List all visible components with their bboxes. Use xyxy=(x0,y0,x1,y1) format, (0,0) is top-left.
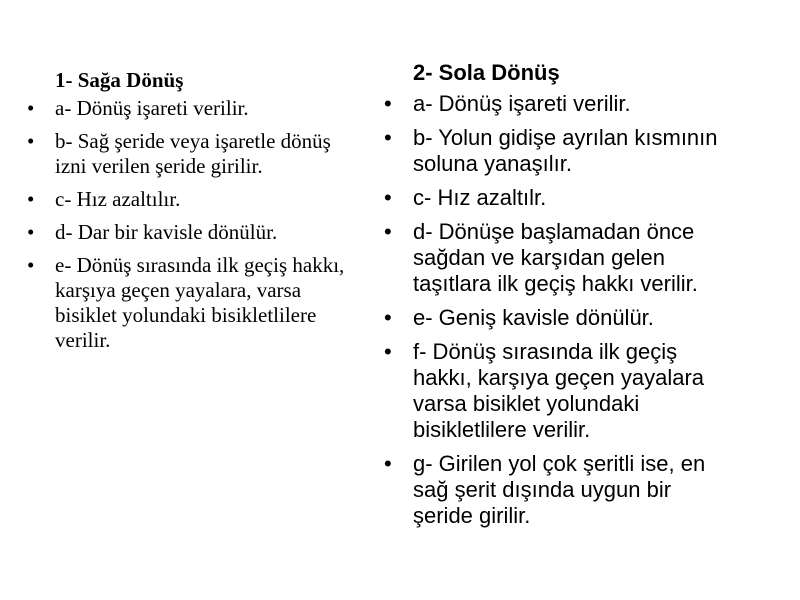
bullet-icon: • xyxy=(384,219,392,244)
bullet-icon: • xyxy=(384,451,392,476)
right-turn-heading: 1- Sağa Dönüş xyxy=(55,68,184,92)
list-item xyxy=(380,91,725,117)
list-item-text: a- Dönüş işareti verilir. xyxy=(55,96,249,120)
left-turn-heading: 2- Sola Dönüş xyxy=(413,60,560,85)
list-item-text: d- Dönüşe başlamadan önce sağdan ve karşıdan gelen taşıtlara ilk geçiş hakkı verilir. xyxy=(413,219,698,296)
bullet-icon: • xyxy=(27,129,35,153)
list-item-text: g- Girilen yol çok şeritli ise, en sağ şerit dışında uygun bir şeride girilir. xyxy=(413,451,706,528)
list-item xyxy=(22,220,367,245)
list-item-text: f- Dönüş sırasında ilk geçiş hakkı, karşıya geçen yayalara varsa bisiklet yolundaki bisikletlilere verilir. xyxy=(413,339,705,442)
list-item xyxy=(380,185,725,211)
list-item xyxy=(22,253,367,353)
list-item xyxy=(22,187,367,212)
left-turn-column xyxy=(380,60,725,537)
right-turn-list xyxy=(22,96,367,353)
bullet-icon: • xyxy=(384,339,392,364)
list-item-text: d- Dar bir kavisle dönülür. xyxy=(55,220,278,244)
list-item-text: b- Sağ şeride veya işaretle dönüş izni verilen şeride girilir. xyxy=(55,129,331,178)
left-turn-list xyxy=(380,91,725,529)
list-item xyxy=(22,129,367,179)
list-item xyxy=(22,96,367,121)
bullet-icon: • xyxy=(27,253,35,277)
bullet-icon: • xyxy=(27,187,35,211)
list-item xyxy=(380,305,725,331)
bullet-icon: • xyxy=(384,305,392,330)
list-item-text: a- Dönüş işareti verilir. xyxy=(413,91,631,116)
bullet-icon: • xyxy=(384,125,392,150)
list-item-text: c- Hız azaltılır. xyxy=(55,187,181,211)
bullet-icon: • xyxy=(384,91,392,116)
list-item-text: e- Dönüş sırasında ilk geçiş hakkı, karşıya geçen yayalara, varsa bisiklet yolundaki bisikletlilere verilir. xyxy=(55,253,345,352)
list-item-text: b- Yolun gidişe ayrılan kısmının soluna yanaşılır. xyxy=(413,125,718,176)
bullet-icon: • xyxy=(384,185,392,210)
list-item xyxy=(380,219,725,297)
list-item-text: e- Geniş kavisle dönülür. xyxy=(413,305,654,330)
list-item xyxy=(380,339,725,443)
list-item-text: c- Hız azaltılr. xyxy=(413,185,547,210)
list-item xyxy=(380,125,725,177)
list-item xyxy=(380,451,725,529)
right-turn-column xyxy=(22,68,367,361)
bullet-icon: • xyxy=(27,220,35,244)
bullet-icon: • xyxy=(27,96,35,120)
